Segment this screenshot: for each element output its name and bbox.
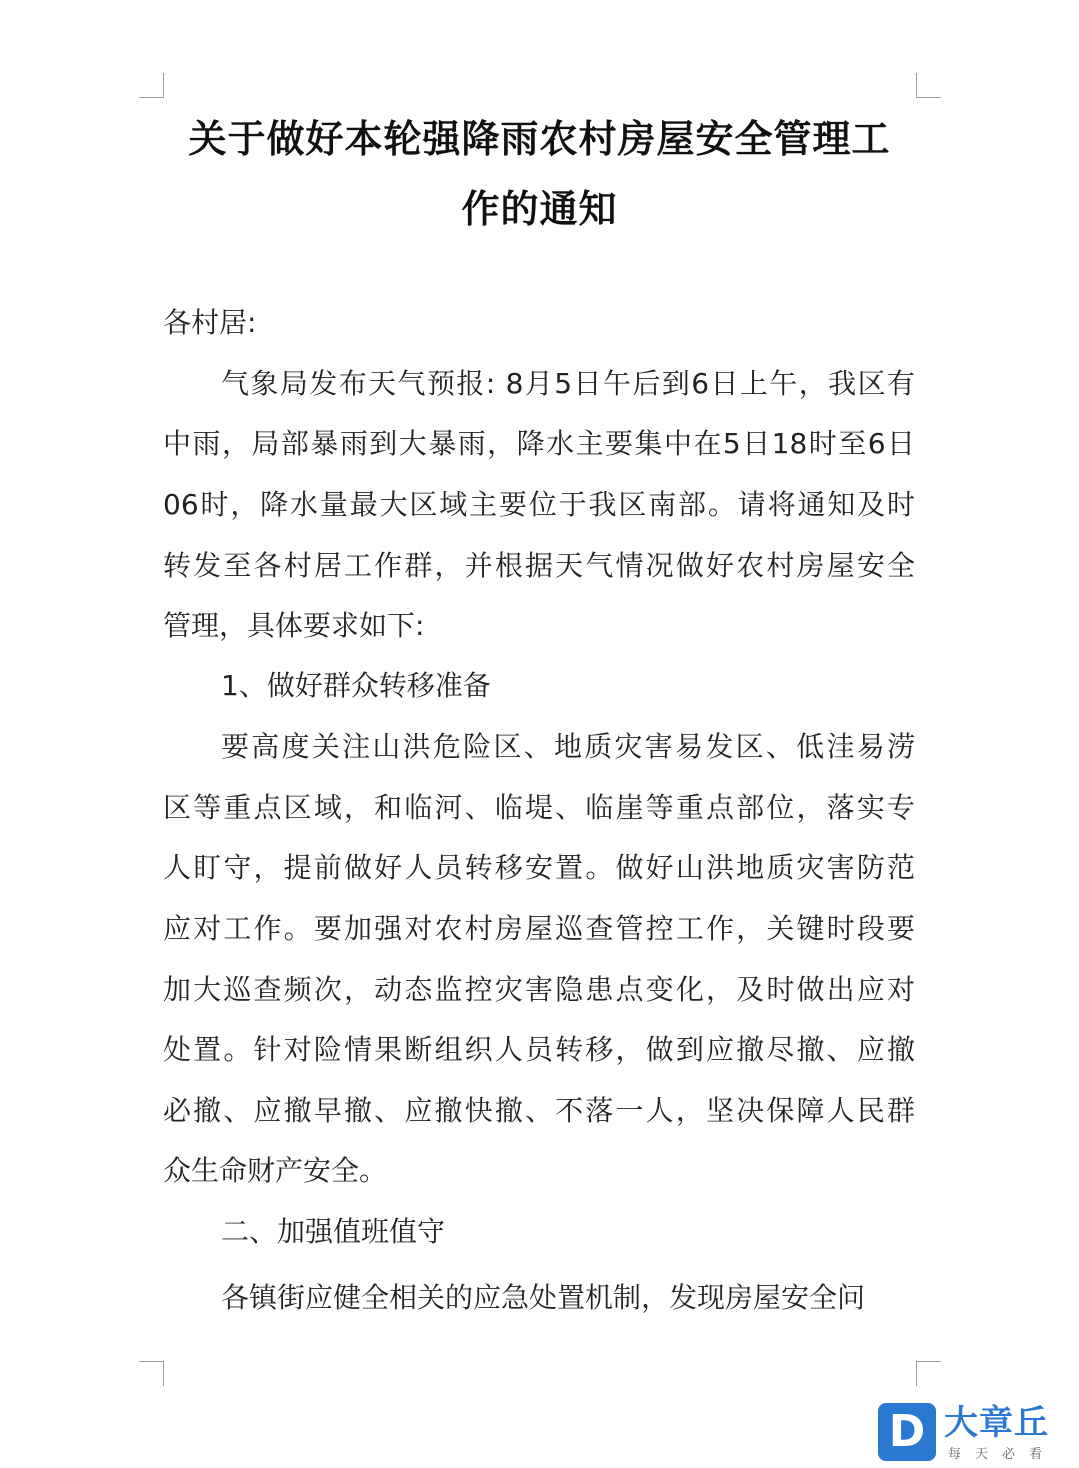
body-line: 中雨，局部暴雨到大暴雨，降水主要集中在5日18时至6日	[163, 427, 915, 460]
document-title-line-2: 作的通知	[461, 187, 618, 231]
body-line: 气象局发布天气预报: 8月5日午后到6日上午，我区有	[221, 367, 915, 400]
body-line: 应对工作。要加强对农村房屋巡查管控工作，关键时段要	[163, 912, 915, 945]
logo-badge-icon	[878, 1403, 936, 1461]
section-heading-1: 1、做好群众转移准备	[221, 669, 491, 702]
section-heading-2: 二、加强值班值守	[221, 1215, 446, 1248]
page-corner-bottom-right	[916, 1361, 941, 1386]
body-line: 管理，具体要求如下:	[163, 609, 425, 642]
body-line: 要高度关注山洪危险区、地质灾害易发区、低洼易涝	[221, 730, 915, 763]
logo-slogan: 每天必看	[948, 1447, 1057, 1462]
page-corner-top-right	[916, 73, 941, 98]
body-line: 众生命财产安全。	[163, 1154, 388, 1187]
salutation: 各村居:	[163, 306, 257, 339]
body-line: 区等重点区域，和临河、临堤、临崖等重点部位，落实专	[163, 791, 915, 824]
document-title-line-1: 关于做好本轮强降雨农村房屋安全管理工	[188, 117, 891, 161]
body-line: 人盯守，提前做好人员转移安置。做好山洪地质灾害防范	[163, 851, 915, 884]
body-line: 06时，降水量最大区域主要位于我区南部。请将通知及时	[163, 488, 915, 521]
logo-badge-letter: D	[888, 1406, 926, 1457]
body-line: 各镇街应健全相关的应急处置机制，发现房屋安全问	[221, 1281, 866, 1314]
page-corner-bottom-left	[139, 1361, 164, 1386]
body-line: 转发至各村居工作群，并根据天气情况做好农村房屋安全	[163, 549, 915, 582]
body-line: 处置。针对险情果断组织人员转移，做到应撤尽撤、应撤	[163, 1033, 915, 1066]
body-line: 加大巡查频次，动态监控灾害隐患点变化，及时做出应对	[163, 973, 915, 1006]
logo-name: 大章丘	[944, 1403, 1049, 1443]
page-corner-top-left	[139, 73, 164, 98]
watermark-logo	[878, 1403, 1068, 1463]
body-line: 必撤、应撤早撤、应撤快撤、不落一人，坚决保障人民群	[163, 1094, 915, 1127]
